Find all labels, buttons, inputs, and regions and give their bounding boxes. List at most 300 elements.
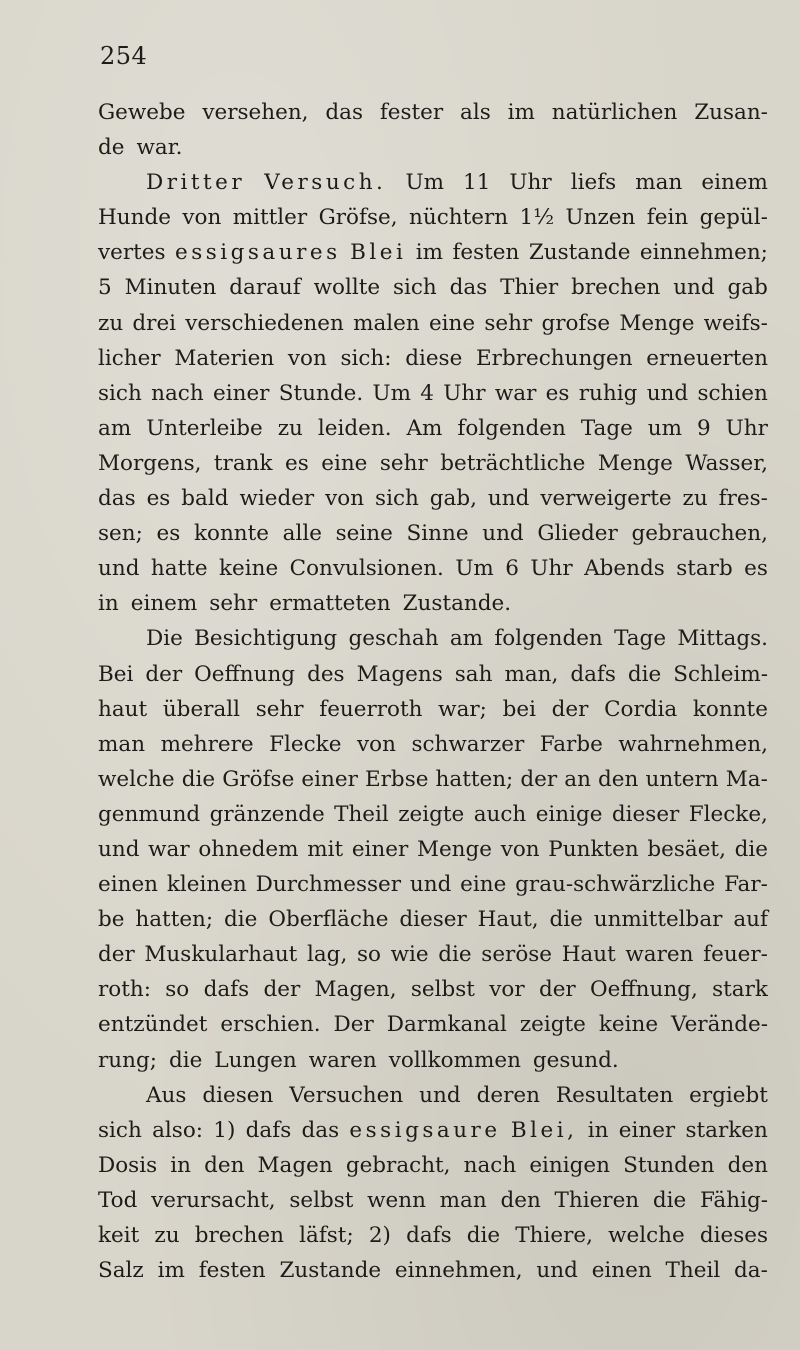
- word: gesund.: [532, 1047, 619, 1073]
- word: einnehmen,: [394, 1258, 523, 1284]
- word: Schleim-: [673, 661, 768, 687]
- word: Materien: [174, 345, 275, 371]
- word: Gröfse,: [318, 205, 398, 231]
- word: einige: [535, 801, 603, 827]
- word: von: [182, 205, 222, 231]
- text-line: [98, 446, 768, 481]
- text-line: [98, 621, 768, 656]
- word: und: [482, 521, 524, 547]
- word: die: [168, 1047, 203, 1073]
- word: dieses: [699, 1223, 768, 1248]
- text-line: [98, 1183, 768, 1218]
- word: Flecke: [269, 731, 342, 757]
- word: Menge: [416, 836, 493, 862]
- text-line: [98, 1113, 768, 1148]
- word: Unzen: [565, 205, 636, 231]
- word: war: [494, 380, 537, 406]
- word: Zustande.: [402, 591, 512, 617]
- text-line: [98, 1253, 768, 1288]
- text-line: [98, 200, 768, 235]
- word: stark: [712, 977, 768, 1003]
- word: 1): [213, 1117, 236, 1143]
- word: genmund: [98, 801, 201, 827]
- word: besäet,: [647, 836, 726, 862]
- word: Salz: [98, 1258, 144, 1284]
- word: Durchmesser: [255, 872, 402, 898]
- word: wie: [390, 942, 429, 968]
- word: der: [551, 696, 589, 722]
- word: einem: [701, 170, 768, 196]
- text-line: [98, 411, 768, 446]
- word: Uhr: [530, 556, 573, 582]
- word: einem: [130, 591, 198, 617]
- word: den: [500, 1187, 541, 1213]
- word: sehr: [209, 591, 258, 617]
- word: erschien.: [220, 1012, 321, 1038]
- text-line: [98, 762, 768, 797]
- word: welche: [608, 1223, 685, 1248]
- text-line: [98, 376, 768, 411]
- word: Thier: [500, 275, 559, 301]
- word: hatte: [150, 556, 208, 582]
- word: Oeffnung,: [590, 977, 698, 1003]
- word: de: [98, 135, 125, 161]
- word: Theil: [665, 1258, 721, 1284]
- word: kleinen: [166, 872, 247, 898]
- word: und: [98, 556, 140, 582]
- word: wieder: [239, 486, 315, 512]
- word: eine: [321, 450, 368, 476]
- word: Farbe: [539, 731, 603, 757]
- word: Theil: [334, 801, 389, 827]
- word: dieser: [399, 907, 467, 933]
- word: Uhr: [725, 415, 768, 441]
- word: den: [598, 766, 639, 792]
- word: in: [170, 1152, 191, 1178]
- word: folgenden: [457, 415, 566, 441]
- text-line: [98, 1148, 768, 1183]
- word: Oberfläche: [268, 907, 389, 933]
- word: das: [325, 100, 363, 125]
- word: Zusan-: [694, 100, 768, 125]
- word: waren: [625, 942, 694, 968]
- word: das: [301, 1117, 340, 1143]
- word: die: [549, 907, 583, 933]
- text-line: [98, 516, 768, 551]
- word: es: [285, 450, 309, 476]
- word: beträchtliche: [440, 450, 586, 476]
- word: grau-schwärzliche: [515, 872, 716, 898]
- text-line: [98, 1078, 768, 1113]
- word: fein: [646, 205, 689, 231]
- word: Punkten: [548, 836, 639, 862]
- word: Lungen: [214, 1047, 297, 1073]
- word: keit: [98, 1223, 140, 1248]
- text-line: [98, 481, 768, 516]
- word: einnehmen;: [639, 240, 768, 266]
- word: eine: [428, 310, 476, 336]
- word: Uhr: [509, 170, 552, 196]
- word: Morgens,: [98, 450, 202, 476]
- word: erneuerten: [646, 345, 768, 371]
- word: Besichtigung: [194, 626, 338, 652]
- word: Resultaten: [555, 1082, 674, 1108]
- word: dafs: [570, 661, 616, 687]
- text-line: [98, 657, 768, 692]
- word: 2): [368, 1223, 391, 1248]
- word: Die: [146, 626, 183, 652]
- text-line: [98, 95, 768, 130]
- word: hatten;: [435, 766, 514, 792]
- word: zeigte: [519, 1012, 586, 1038]
- word: sen;: [98, 521, 143, 547]
- word: zeigte: [398, 801, 465, 827]
- word: 1½: [519, 205, 555, 231]
- word: sich: [98, 1117, 142, 1143]
- word: malen: [353, 310, 420, 336]
- word: Uhr: [443, 380, 486, 406]
- word: seine: [335, 521, 393, 547]
- word: Blei: [350, 240, 407, 266]
- word: Cordia: [604, 696, 678, 722]
- word: sah: [454, 661, 493, 687]
- word: seröse: [481, 942, 553, 968]
- word: nach: [151, 380, 204, 406]
- text-line: [98, 692, 768, 727]
- text-line: [98, 270, 768, 305]
- word: 4: [420, 380, 434, 406]
- word: wahrnehmen,: [618, 731, 768, 757]
- word: Gröfse: [222, 766, 295, 792]
- word: Mittags.: [677, 626, 768, 652]
- word: rung;: [98, 1047, 157, 1073]
- word: essigsaure: [349, 1117, 501, 1143]
- word: darauf: [229, 275, 301, 301]
- word: versehen,: [202, 100, 309, 125]
- word: so: [356, 942, 381, 968]
- word: Oeffnung: [194, 661, 296, 687]
- text-line: [98, 586, 768, 621]
- word: so: [165, 977, 190, 1003]
- word: der: [263, 977, 301, 1003]
- word: von: [356, 731, 396, 757]
- word: läfst;: [299, 1223, 354, 1248]
- word: die: [627, 661, 662, 687]
- word: diesen: [202, 1082, 274, 1108]
- word: drei: [132, 310, 177, 336]
- word: Erbse: [364, 766, 429, 792]
- word: Versuchen: [289, 1082, 404, 1108]
- word: selbst: [410, 977, 475, 1003]
- word: also:: [152, 1117, 204, 1143]
- word: Verände-: [671, 1012, 768, 1038]
- text-line: [98, 972, 768, 1007]
- word: zu: [682, 486, 708, 512]
- word: verursacht,: [151, 1187, 276, 1213]
- word: ohnedem: [198, 836, 299, 862]
- word: Darmkanal: [386, 1012, 507, 1038]
- word: Zustande: [279, 1258, 382, 1284]
- word: es: [545, 380, 570, 406]
- text-line: [98, 937, 768, 972]
- text-line: [98, 832, 768, 867]
- word: Gewebe: [98, 100, 186, 125]
- word: gebrauchen,: [631, 521, 768, 547]
- word: Dritter: [146, 170, 246, 196]
- word: da-: [734, 1258, 768, 1284]
- word: bald: [181, 486, 229, 512]
- word: keine: [598, 1012, 659, 1038]
- text-line: [98, 867, 768, 902]
- word: war.: [136, 135, 183, 161]
- word: einer: [618, 1117, 676, 1143]
- word: und: [536, 1258, 578, 1284]
- word: im: [507, 100, 535, 125]
- word: einen: [98, 872, 159, 898]
- word: Haut: [561, 942, 616, 968]
- word: und: [673, 275, 715, 301]
- word: starken: [685, 1117, 768, 1143]
- word: 11: [463, 170, 491, 196]
- word: dafs: [245, 1117, 292, 1143]
- word: Der: [333, 1012, 374, 1038]
- word: um: [647, 415, 683, 441]
- word: grofse: [541, 310, 611, 336]
- word: Glieder: [537, 521, 618, 547]
- text-line: [98, 727, 768, 762]
- word: roth:: [98, 977, 151, 1003]
- word: vor: [489, 977, 525, 1003]
- word: und: [646, 380, 689, 406]
- text-line: [98, 1218, 768, 1253]
- word: an: [564, 766, 591, 792]
- word: Abends: [584, 556, 665, 582]
- word: gab: [727, 275, 768, 301]
- word: von: [500, 836, 540, 862]
- word: einen: [591, 1258, 652, 1284]
- word: und: [98, 836, 140, 862]
- word: wenn: [367, 1187, 426, 1213]
- word: der: [98, 942, 135, 968]
- word: Hunde: [98, 205, 171, 231]
- word: das: [449, 275, 488, 301]
- word: be: [98, 907, 125, 933]
- word: sich: [392, 275, 437, 301]
- word: Convulsionen.: [289, 556, 444, 582]
- word: Tage: [580, 415, 633, 441]
- word: Unterleibe: [146, 415, 263, 441]
- word: gepül-: [699, 205, 768, 231]
- word: unmittelbar: [593, 907, 723, 933]
- word: Fähig-: [699, 1187, 768, 1213]
- word: konnte: [193, 521, 269, 547]
- body-text: [98, 95, 768, 1288]
- word: Tod: [98, 1187, 138, 1213]
- word: sehr: [379, 450, 428, 476]
- word: Thiere,: [515, 1223, 593, 1248]
- word: Minuten: [124, 275, 217, 301]
- word: die: [734, 836, 768, 862]
- word: Um: [405, 170, 444, 196]
- word: man: [439, 1187, 487, 1213]
- word: trank: [213, 450, 273, 476]
- word: konnte: [692, 696, 768, 722]
- word: ergiebt: [689, 1082, 768, 1108]
- word: lag,: [306, 942, 348, 968]
- word: hatten;: [135, 907, 214, 933]
- word: Magens: [356, 661, 443, 687]
- word: sehr: [255, 696, 304, 722]
- word: feuerroth: [319, 696, 423, 722]
- text-line: [98, 165, 768, 200]
- word: gab,: [429, 486, 477, 512]
- word: Bei: [98, 661, 134, 687]
- word: einer: [351, 836, 409, 862]
- word: am: [98, 415, 132, 441]
- word: man: [98, 731, 146, 757]
- word: als: [460, 100, 491, 125]
- text-line: [98, 306, 768, 341]
- word: Menge: [619, 310, 695, 336]
- word: alle: [282, 521, 322, 547]
- text-line: [98, 902, 768, 937]
- word: die: [652, 1187, 687, 1213]
- word: man,: [504, 661, 559, 687]
- word: feuer-: [703, 942, 768, 968]
- word: starb: [676, 556, 733, 582]
- word: sehr: [484, 310, 533, 336]
- text-line: [98, 1007, 768, 1042]
- word: wollte: [313, 275, 381, 301]
- word: sich: [375, 486, 419, 512]
- word: auf: [733, 907, 768, 933]
- word: den: [727, 1152, 768, 1178]
- word: war: [148, 836, 190, 862]
- word: untern: [645, 766, 719, 792]
- word: entzündet: [98, 1012, 208, 1038]
- word: am: [449, 626, 484, 652]
- word: deren: [476, 1082, 540, 1108]
- word: haut: [98, 696, 148, 722]
- word: war;: [438, 696, 487, 722]
- word: und: [409, 872, 452, 898]
- word: selbst: [289, 1187, 354, 1213]
- word: Magen,: [314, 977, 397, 1003]
- word: nach: [463, 1152, 517, 1178]
- word: mittler: [232, 205, 308, 231]
- word: geschah: [348, 626, 439, 652]
- word: festen: [198, 1258, 266, 1284]
- word: brechen: [571, 275, 661, 301]
- word: ermatteten: [269, 591, 391, 617]
- text-line: [98, 341, 768, 376]
- word: weifs-: [703, 310, 768, 336]
- word: die: [181, 766, 216, 792]
- word: es: [156, 521, 181, 547]
- word: Zustande: [528, 240, 631, 266]
- word: Ma-: [725, 766, 768, 792]
- word: das: [98, 486, 136, 512]
- word: in: [98, 591, 119, 617]
- word: zu: [277, 415, 303, 441]
- page-number: 254: [100, 42, 148, 70]
- word: diese: [405, 345, 463, 371]
- word: schwarzer: [411, 731, 525, 757]
- word: mit: [307, 836, 344, 862]
- word: auch: [473, 801, 527, 827]
- word: natürlichen: [551, 100, 678, 125]
- word: Muskularhaut: [144, 942, 298, 968]
- word: der: [145, 661, 183, 687]
- word: sich: [98, 380, 142, 406]
- word: dafs: [406, 1223, 452, 1248]
- word: Magen: [257, 1152, 333, 1178]
- word: die: [438, 942, 472, 968]
- word: dafs: [203, 977, 250, 1003]
- word: einer: [301, 766, 358, 792]
- text-line: [98, 797, 768, 832]
- word: in: [587, 1117, 609, 1143]
- word: nüchtern: [409, 205, 509, 231]
- word: Um: [372, 380, 411, 406]
- word: Stunden: [623, 1152, 715, 1178]
- word: licher: [98, 345, 161, 371]
- word: 9: [696, 415, 711, 441]
- word: dieser: [611, 801, 680, 827]
- word: im: [157, 1258, 185, 1284]
- word: Wasser,: [685, 450, 768, 476]
- word: Um: [455, 556, 494, 582]
- text-line: [98, 235, 768, 270]
- word: man: [635, 170, 683, 196]
- word: fres-: [718, 486, 768, 512]
- word: 5: [98, 275, 112, 301]
- word: fester: [379, 100, 444, 125]
- word: folgenden: [494, 626, 603, 652]
- word: Haut,: [477, 907, 539, 933]
- word: verweigerte: [540, 486, 672, 512]
- word: Far-: [724, 872, 768, 898]
- word: der: [538, 977, 576, 1003]
- word: eine: [460, 872, 507, 898]
- word: den: [204, 1152, 245, 1178]
- word: Versuch.: [264, 170, 387, 196]
- word: gebracht,: [345, 1152, 451, 1178]
- word: welche: [98, 766, 175, 792]
- word: gränzende: [209, 801, 325, 827]
- word: einigen: [529, 1152, 610, 1178]
- word: und: [487, 486, 530, 512]
- word: von: [325, 486, 365, 512]
- word: essigsaures: [174, 240, 341, 266]
- word: zu: [98, 310, 124, 336]
- word: Stunde.: [278, 380, 364, 406]
- word: der: [520, 766, 558, 792]
- word: keine: [219, 556, 279, 582]
- word: brechen: [194, 1223, 284, 1248]
- word: Am: [406, 415, 443, 441]
- word: vollkommen: [388, 1047, 521, 1073]
- word: 6: [505, 556, 519, 582]
- word: Sinne: [406, 521, 469, 547]
- word: vertes: [98, 240, 166, 266]
- word: Blei,: [510, 1117, 578, 1143]
- word: bei: [502, 696, 536, 722]
- word: Erbrechungen: [475, 345, 633, 371]
- word: schien: [697, 380, 768, 406]
- word: die: [224, 907, 258, 933]
- word: festen: [452, 240, 520, 266]
